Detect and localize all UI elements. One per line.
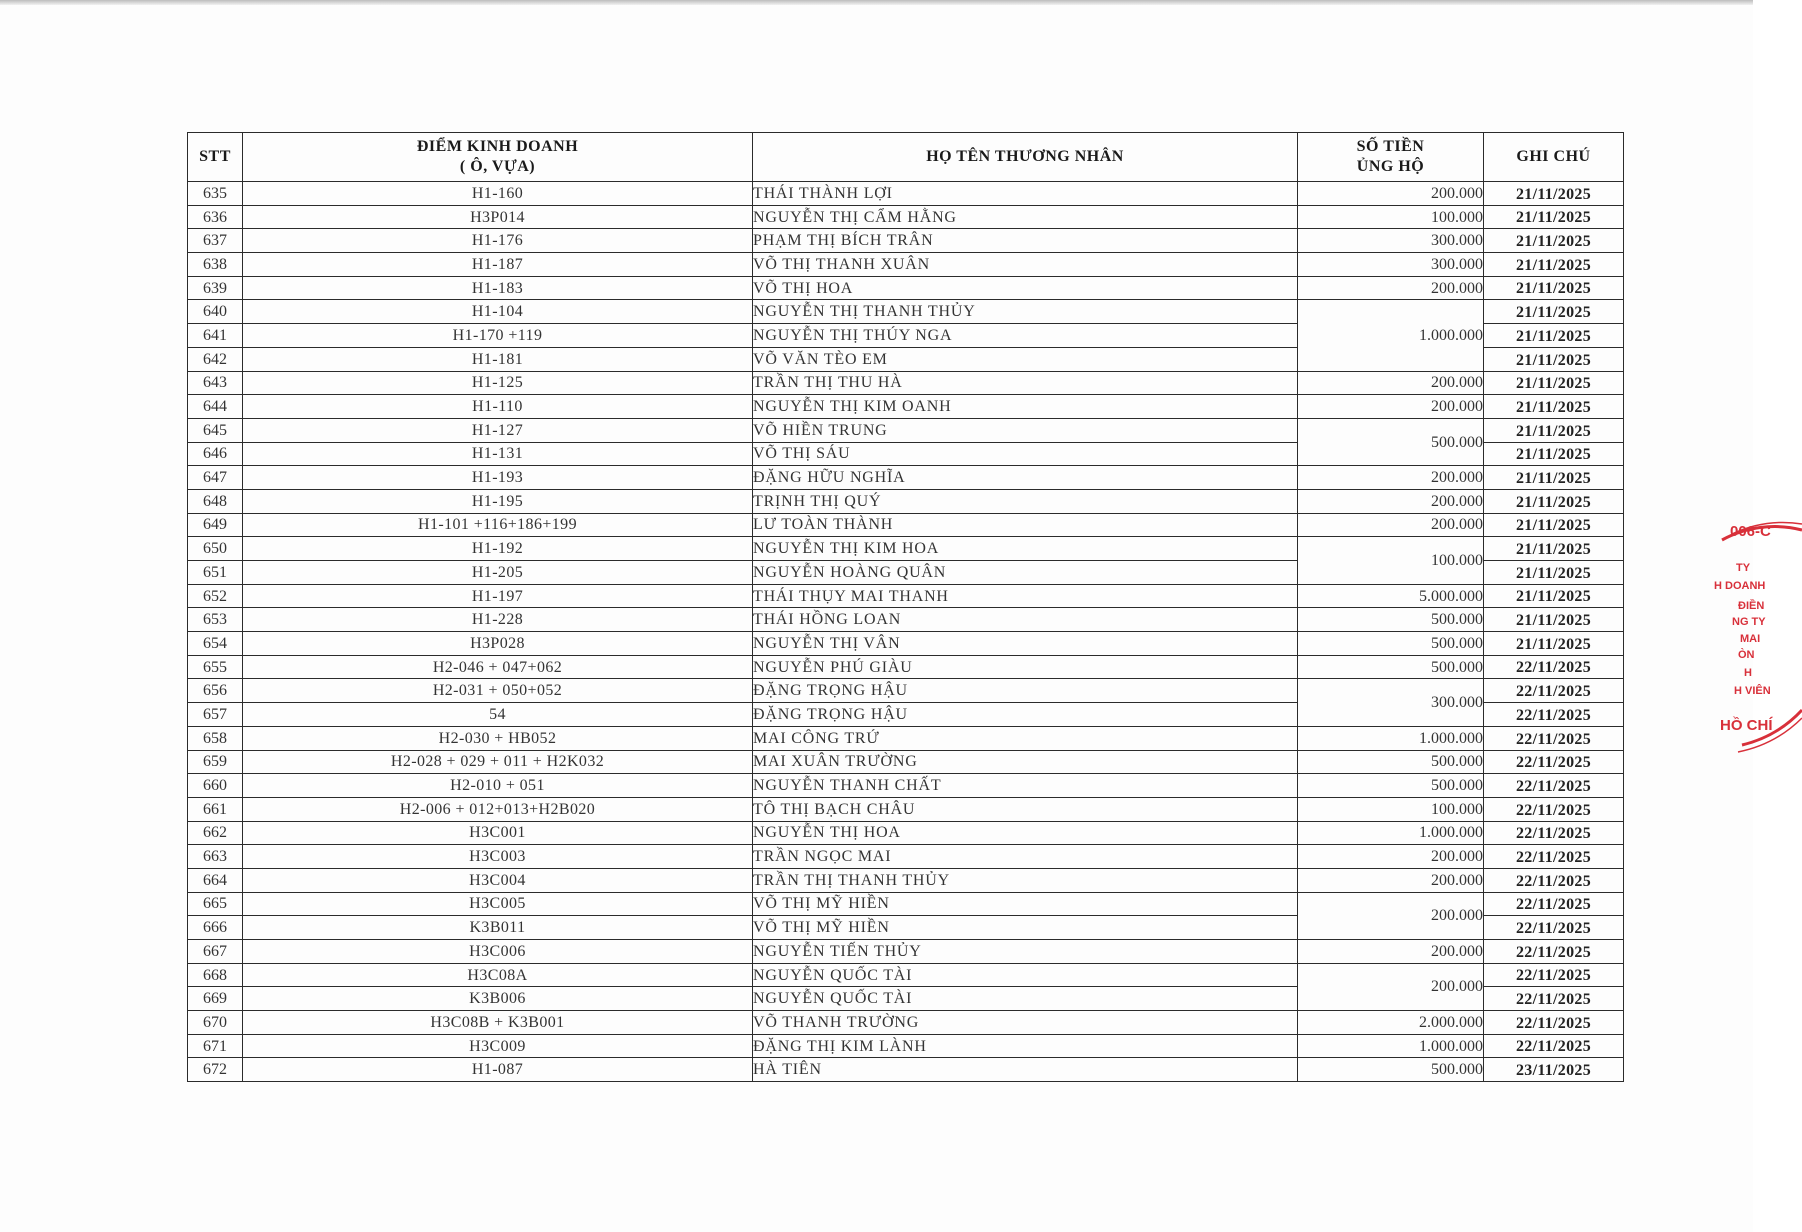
row-amount-cell: 2.000.000 <box>1298 1011 1484 1035</box>
row-note-cell: 21/11/2025 <box>1484 229 1624 253</box>
row-location-cell: H2-031 + 050+052 <box>243 679 753 703</box>
row-amount-cell: 200.000 <box>1298 892 1484 939</box>
row-stt-cell: 655 <box>188 655 243 679</box>
row-trader-name-cell: VÕ THỊ THANH XUÂN <box>753 253 1298 277</box>
header-amount-line2: ỦNG HỘ <box>1356 158 1425 175</box>
table-row <box>188 868 1624 892</box>
table-row <box>188 1011 1624 1035</box>
row-note-cell: 22/11/2025 <box>1484 987 1624 1011</box>
row-location-cell: H1-125 <box>243 371 753 395</box>
row-trader-name-cell: THÁI THỤY MAI THANH <box>753 584 1298 608</box>
table-row <box>188 774 1624 798</box>
row-amount-cell: 200.000 <box>1298 276 1484 300</box>
row-trader-name-cell: ĐẶNG THỊ KIM LÀNH <box>753 1034 1298 1058</box>
row-trader-name-cell: NGUYỄN PHÚ GIÀU <box>753 655 1298 679</box>
row-trader-name-cell: TÔ THỊ BẠCH CHÂU <box>753 797 1298 821</box>
seal-text-line: TY <box>1736 562 1751 574</box>
row-trader-name-cell: TRẦN THỊ THANH THỦY <box>753 868 1298 892</box>
row-note-cell: 22/11/2025 <box>1484 868 1624 892</box>
table-row <box>188 229 1624 253</box>
row-note-cell: 21/11/2025 <box>1484 371 1624 395</box>
row-note-cell: 21/11/2025 <box>1484 300 1624 324</box>
row-trader-name-cell: VÕ THANH TRƯỜNG <box>753 1011 1298 1035</box>
table-row <box>188 632 1624 656</box>
row-location-cell: H3C001 <box>243 821 753 845</box>
row-amount-cell: 200.000 <box>1298 868 1484 892</box>
table-body <box>188 182 1624 1082</box>
row-note-cell: 21/11/2025 <box>1484 324 1624 348</box>
row-stt-cell: 662 <box>188 821 243 845</box>
table-row <box>188 371 1624 395</box>
row-stt-cell: 638 <box>188 253 243 277</box>
seal-text-line: MAI <box>1740 633 1761 645</box>
row-stt-cell: 666 <box>188 916 243 940</box>
row-location-cell: H1-160 <box>243 182 753 206</box>
table-row <box>188 797 1624 821</box>
row-trader-name-cell: NGUYỄN THỊ CẨM HẰNG <box>753 205 1298 229</box>
row-amount-cell: 200.000 <box>1298 489 1484 513</box>
header-location-line1: ĐIỂM KINH DOANH <box>416 138 579 155</box>
row-amount-cell: 200.000 <box>1298 466 1484 490</box>
row-location-cell: H1-110 <box>243 395 753 419</box>
table-row <box>188 205 1624 229</box>
table-row <box>188 466 1624 490</box>
row-amount-cell: 500.000 <box>1298 608 1484 632</box>
seal-text-line: H <box>1744 667 1752 679</box>
row-stt-cell: 653 <box>188 608 243 632</box>
row-stt-cell: 651 <box>188 561 243 585</box>
row-stt-cell: 648 <box>188 489 243 513</box>
row-stt-cell: 670 <box>188 1011 243 1035</box>
row-location-cell: H2-046 + 047+062 <box>243 655 753 679</box>
row-stt-cell: 652 <box>188 584 243 608</box>
row-stt-cell: 667 <box>188 940 243 964</box>
row-location-cell: H3C005 <box>243 892 753 916</box>
row-note-cell: 22/11/2025 <box>1484 726 1624 750</box>
table-row <box>188 963 1624 987</box>
row-amount-cell: 1.000.000 <box>1298 821 1484 845</box>
row-trader-name-cell: LƯ TOÀN THÀNH <box>753 513 1298 537</box>
row-trader-name-cell: NGUYỄN THỊ THANH THỦY <box>753 300 1298 324</box>
row-note-cell: 22/11/2025 <box>1484 963 1624 987</box>
row-amount-cell: 300.000 <box>1298 253 1484 277</box>
row-amount-cell: 1.000.000 <box>1298 300 1484 371</box>
seal-text-line: NG TY <box>1732 616 1766 628</box>
row-amount-cell: 1.000.000 <box>1298 1034 1484 1058</box>
row-trader-name-cell: TRỊNH THỊ QUÝ <box>753 489 1298 513</box>
row-stt-cell: 664 <box>188 868 243 892</box>
scan-top-edge <box>0 0 1753 5</box>
header-location-line2: ( Ô, VỰA) <box>459 158 536 175</box>
row-amount-cell: 500.000 <box>1298 774 1484 798</box>
row-note-cell: 21/11/2025 <box>1484 561 1624 585</box>
row-note-cell: 22/11/2025 <box>1484 892 1624 916</box>
row-note-cell: 21/11/2025 <box>1484 466 1624 490</box>
row-amount-cell: 200.000 <box>1298 963 1484 1010</box>
row-trader-name-cell: ĐẶNG HỮU NGHĨA <box>753 466 1298 490</box>
row-note-cell: 22/11/2025 <box>1484 655 1624 679</box>
row-stt-cell: 646 <box>188 442 243 466</box>
row-note-cell: 22/11/2025 <box>1484 797 1624 821</box>
table-row <box>188 821 1624 845</box>
row-stt-cell: 647 <box>188 466 243 490</box>
row-amount-cell: 200.000 <box>1298 845 1484 869</box>
row-amount-cell: 200.000 <box>1298 940 1484 964</box>
row-trader-name-cell: THÁI THÀNH LỢI <box>753 182 1298 206</box>
row-trader-name-cell: NGUYỄN THỊ VÂN <box>753 632 1298 656</box>
row-location-cell: H1-193 <box>243 466 753 490</box>
row-note-cell: 22/11/2025 <box>1484 916 1624 940</box>
row-location-cell: H3P014 <box>243 205 753 229</box>
row-trader-name-cell: ĐẶNG TRỌNG HẬU <box>753 679 1298 703</box>
row-trader-name-cell: ĐẶNG TRỌNG HẬU <box>753 703 1298 727</box>
row-location-cell: K3B011 <box>243 916 753 940</box>
row-location-cell: H3P028 <box>243 632 753 656</box>
row-note-cell: 21/11/2025 <box>1484 205 1624 229</box>
row-amount-cell: 500.000 <box>1298 418 1484 465</box>
seal-text-line: ĐIỀN <box>1738 600 1765 612</box>
table-row <box>188 513 1624 537</box>
row-amount-cell: 100.000 <box>1298 537 1484 584</box>
row-location-cell: H1-131 <box>243 442 753 466</box>
row-amount-cell: 500.000 <box>1298 632 1484 656</box>
row-location-cell: H1-197 <box>243 584 753 608</box>
row-trader-name-cell: NGUYỄN THỊ KIM OANH <box>753 395 1298 419</box>
row-note-cell: 21/11/2025 <box>1484 182 1624 206</box>
row-amount-cell: 500.000 <box>1298 750 1484 774</box>
row-location-cell: H3C009 <box>243 1034 753 1058</box>
row-stt-cell: 669 <box>188 987 243 1011</box>
table-row <box>188 489 1624 513</box>
row-stt-cell: 654 <box>188 632 243 656</box>
row-stt-cell: 635 <box>188 182 243 206</box>
table-row <box>188 940 1624 964</box>
row-amount-cell: 200.000 <box>1298 371 1484 395</box>
row-note-cell: 21/11/2025 <box>1484 276 1624 300</box>
table-row <box>188 418 1624 442</box>
row-location-cell: H1-228 <box>243 608 753 632</box>
row-stt-cell: 642 <box>188 347 243 371</box>
header-stt: STT <box>188 133 243 182</box>
row-trader-name-cell: PHẠM THỊ BÍCH TRÂN <box>753 229 1298 253</box>
row-stt-cell: 645 <box>188 418 243 442</box>
row-note-cell: 21/11/2025 <box>1484 253 1624 277</box>
row-stt-cell: 641 <box>188 324 243 348</box>
row-trader-name-cell: NGUYỄN THỊ THÚY NGA <box>753 324 1298 348</box>
table-row <box>188 679 1624 703</box>
row-location-cell: H1-187 <box>243 253 753 277</box>
table-row <box>188 750 1624 774</box>
seal-text-line: HỒ CHÍ <box>1720 717 1773 734</box>
row-trader-name-cell: NGUYỄN THỊ HOA <box>753 821 1298 845</box>
header-name: HỌ TÊN THƯƠNG NHÂN <box>753 133 1298 182</box>
row-note-cell: 21/11/2025 <box>1484 513 1624 537</box>
row-stt-cell: 637 <box>188 229 243 253</box>
row-amount-cell: 1.000.000 <box>1298 726 1484 750</box>
row-location-cell: H2-030 + HB052 <box>243 726 753 750</box>
row-trader-name-cell: VÕ THỊ MỸ HIỀN <box>753 916 1298 940</box>
row-trader-name-cell: THÁI HỒNG LOAN <box>753 608 1298 632</box>
row-trader-name-cell: MAI CÔNG TRỨ <box>753 726 1298 750</box>
donation-ledger-table <box>187 132 1624 1082</box>
table-row <box>188 276 1624 300</box>
row-stt-cell: 649 <box>188 513 243 537</box>
header-amount <box>1298 133 1484 182</box>
row-location-cell: 54 <box>243 703 753 727</box>
row-location-cell: H1-087 <box>243 1058 753 1082</box>
row-amount-cell: 500.000 <box>1298 1058 1484 1082</box>
seal-text-line: H VIÊN <box>1734 685 1771 697</box>
row-stt-cell: 643 <box>188 371 243 395</box>
row-note-cell: 21/11/2025 <box>1484 418 1624 442</box>
table-header-row <box>188 133 1624 182</box>
row-amount-cell: 300.000 <box>1298 679 1484 726</box>
row-stt-cell: 659 <box>188 750 243 774</box>
row-stt-cell: 640 <box>188 300 243 324</box>
header-note: GHI CHÚ <box>1484 133 1624 182</box>
row-location-cell: H1-104 <box>243 300 753 324</box>
table-row <box>188 395 1624 419</box>
row-stt-cell: 650 <box>188 537 243 561</box>
row-stt-cell: 657 <box>188 703 243 727</box>
row-location-cell: H1-181 <box>243 347 753 371</box>
row-stt-cell: 663 <box>188 845 243 869</box>
red-seal-stamp <box>1702 520 1802 770</box>
row-note-cell: 22/11/2025 <box>1484 821 1624 845</box>
row-note-cell: 21/11/2025 <box>1484 632 1624 656</box>
row-stt-cell: 672 <box>188 1058 243 1082</box>
table-row <box>188 726 1624 750</box>
row-amount-cell: 200.000 <box>1298 513 1484 537</box>
row-note-cell: 23/11/2025 <box>1484 1058 1624 1082</box>
row-note-cell: 21/11/2025 <box>1484 442 1624 466</box>
row-location-cell: H1-127 <box>243 418 753 442</box>
row-note-cell: 21/11/2025 <box>1484 608 1624 632</box>
table-row <box>188 845 1624 869</box>
row-note-cell: 21/11/2025 <box>1484 537 1624 561</box>
table-row <box>188 608 1624 632</box>
row-location-cell: H2-006 + 012+013+H2B020 <box>243 797 753 821</box>
row-note-cell: 22/11/2025 <box>1484 940 1624 964</box>
row-trader-name-cell: NGUYỄN TIẾN THỦY <box>753 940 1298 964</box>
seal-text-line: H DOANH <box>1714 580 1766 592</box>
table-row <box>188 584 1624 608</box>
row-amount-cell: 200.000 <box>1298 395 1484 419</box>
row-stt-cell: 661 <box>188 797 243 821</box>
row-stt-cell: 656 <box>188 679 243 703</box>
table-row <box>188 1058 1624 1082</box>
row-trader-name-cell: NGUYỄN HOÀNG QUÂN <box>753 561 1298 585</box>
row-trader-name-cell: VÕ VĂN TÈO EM <box>753 347 1298 371</box>
row-trader-name-cell: NGUYỄN QUỐC TÀI <box>753 987 1298 1011</box>
row-location-cell: H2-010 + 051 <box>243 774 753 798</box>
row-trader-name-cell: NGUYỄN THỊ KIM HOA <box>753 537 1298 561</box>
table-row <box>188 1034 1624 1058</box>
row-location-cell: H3C006 <box>243 940 753 964</box>
row-note-cell: 22/11/2025 <box>1484 1034 1624 1058</box>
row-note-cell: 21/11/2025 <box>1484 347 1624 371</box>
row-stt-cell: 639 <box>188 276 243 300</box>
row-location-cell: H1-101 +116+186+199 <box>243 513 753 537</box>
table-row <box>188 655 1624 679</box>
row-stt-cell: 671 <box>188 1034 243 1058</box>
row-location-cell: H1-192 <box>243 537 753 561</box>
table-row <box>188 892 1624 916</box>
row-note-cell: 22/11/2025 <box>1484 1011 1624 1035</box>
table-row <box>188 537 1624 561</box>
row-note-cell: 21/11/2025 <box>1484 489 1624 513</box>
row-note-cell: 22/11/2025 <box>1484 703 1624 727</box>
row-amount-cell: 500.000 <box>1298 655 1484 679</box>
row-location-cell: H3C003 <box>243 845 753 869</box>
row-location-cell: H1-183 <box>243 276 753 300</box>
row-trader-name-cell: MAI XUÂN TRƯỜNG <box>753 750 1298 774</box>
row-location-cell: K3B006 <box>243 987 753 1011</box>
row-note-cell: 22/11/2025 <box>1484 750 1624 774</box>
row-amount-cell: 5.000.000 <box>1298 584 1484 608</box>
row-trader-name-cell: TRẦN THỊ THU HÀ <box>753 371 1298 395</box>
row-amount-cell: 100.000 <box>1298 797 1484 821</box>
row-note-cell: 22/11/2025 <box>1484 845 1624 869</box>
row-location-cell: H3C08A <box>243 963 753 987</box>
row-amount-cell: 300.000 <box>1298 229 1484 253</box>
row-location-cell: H1-195 <box>243 489 753 513</box>
row-trader-name-cell: VÕ HIỀN TRUNG <box>753 418 1298 442</box>
row-note-cell: 22/11/2025 <box>1484 774 1624 798</box>
table-row <box>188 300 1624 324</box>
row-stt-cell: 658 <box>188 726 243 750</box>
row-trader-name-cell: NGUYỄN QUỐC TÀI <box>753 963 1298 987</box>
row-location-cell: H3C004 <box>243 868 753 892</box>
row-amount-cell: 100.000 <box>1298 205 1484 229</box>
row-location-cell: H1-170 +119 <box>243 324 753 348</box>
row-location-cell: H2-028 + 029 + 011 + H2K032 <box>243 750 753 774</box>
header-location <box>243 133 753 182</box>
header-amount-line1: SỐ TIỀN <box>1356 138 1425 155</box>
table-row <box>188 253 1624 277</box>
row-note-cell: 22/11/2025 <box>1484 679 1624 703</box>
row-stt-cell: 665 <box>188 892 243 916</box>
row-location-cell: H3C08B + K3B001 <box>243 1011 753 1035</box>
row-location-cell: H1-205 <box>243 561 753 585</box>
seal-text-line: 006-C <box>1730 523 1771 540</box>
seal-text-line: ÒN <box>1738 649 1755 661</box>
row-note-cell: 21/11/2025 <box>1484 584 1624 608</box>
row-trader-name-cell: NGUYỄN THANH CHẤT <box>753 774 1298 798</box>
row-trader-name-cell: VÕ THỊ HOA <box>753 276 1298 300</box>
row-stt-cell: 660 <box>188 774 243 798</box>
row-stt-cell: 644 <box>188 395 243 419</box>
row-stt-cell: 668 <box>188 963 243 987</box>
row-trader-name-cell: TRẦN NGỌC MAI <box>753 845 1298 869</box>
row-note-cell: 21/11/2025 <box>1484 395 1624 419</box>
row-amount-cell: 200.000 <box>1298 182 1484 206</box>
row-trader-name-cell: VÕ THỊ SÁU <box>753 442 1298 466</box>
row-location-cell: H1-176 <box>243 229 753 253</box>
row-trader-name-cell: VÕ THỊ MỸ HIỀN <box>753 892 1298 916</box>
table-row <box>188 182 1624 206</box>
row-stt-cell: 636 <box>188 205 243 229</box>
row-trader-name-cell: HÀ TIÊN <box>753 1058 1298 1082</box>
